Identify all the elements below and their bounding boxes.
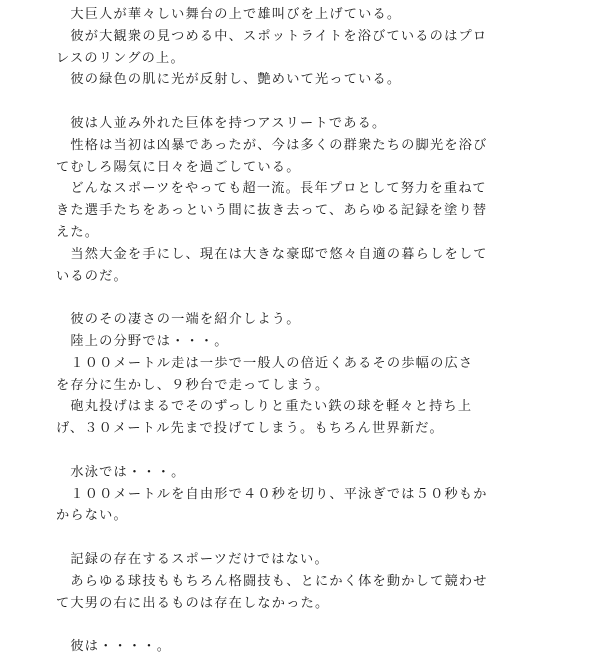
text-line: 当然大金を手にし、現在は大きな豪邸で悠々自適の暮らしをして xyxy=(56,246,488,262)
text-line: 陸上の分野では・・・。 xyxy=(56,333,229,349)
text-line: て大男の右に出るものは存在しなかった。 xyxy=(56,595,330,611)
text-line: 性格は当初は凶暴であったが、今は多くの群衆たちの脚光を浴び xyxy=(56,137,488,153)
text-line: 彼が大観衆の見つめる中、スポットライトを浴びているのはプロ xyxy=(56,28,488,44)
text-line: 水泳では・・・。 xyxy=(56,464,186,480)
blank-line xyxy=(56,440,556,462)
blank-line xyxy=(56,614,556,636)
text-line: 彼のその凄さの一端を紹介しよう。 xyxy=(56,312,301,328)
text-line: レスのリングの上。 xyxy=(56,50,185,66)
text-line: 彼は人並み外れた巨体を持つアスリートである。 xyxy=(56,115,387,131)
text-line: えた。 xyxy=(56,224,100,240)
text-line: きた選手たちをあっという間に抜き去って、あらゆる記録を塗り替 xyxy=(56,203,488,219)
blank-line xyxy=(56,527,556,549)
text-line: 記録の存在するスポーツだけではない。 xyxy=(56,551,329,567)
document-body xyxy=(56,4,556,658)
text-line: 彼は・・・・。 xyxy=(56,639,172,655)
text-line: てむしろ陽気に日々を過ごしている。 xyxy=(56,159,301,175)
text-line: 大巨人が華々しい舞台の上で雄叫びを上げている。 xyxy=(56,7,402,22)
text-line: １００メートル走は一歩で一般人の倍近くあるその歩幅の広さ xyxy=(56,355,474,371)
text-line: を存分に生かし、９秒台で走ってしまう。 xyxy=(56,377,330,393)
text-line: からない。 xyxy=(56,508,128,524)
text-line: あらゆる球技ももちろん格闘技も、とにかく体を動かして競わせ xyxy=(56,573,488,589)
text-line: 彼の緑色の肌に光が反射し、艶めいて光っている。 xyxy=(56,72,402,88)
text-line: 砲丸投げはまるでそのずっしりと重たい鉄の球を軽々と持ち上 xyxy=(56,399,473,415)
text-line: どんなスポーツをやっても超一流。長年プロとして努力を重ねて xyxy=(56,181,487,197)
text-line: げ、３０メートル先まで投げてしまう。もちろん世界新だ。 xyxy=(56,421,444,437)
text-line: １００メートルを自由形で４０秒を切り、平泳ぎでは５０秒もか xyxy=(56,486,488,502)
blank-line xyxy=(56,91,556,113)
text-line: いるのだ。 xyxy=(56,268,128,284)
blank-line xyxy=(56,287,556,309)
